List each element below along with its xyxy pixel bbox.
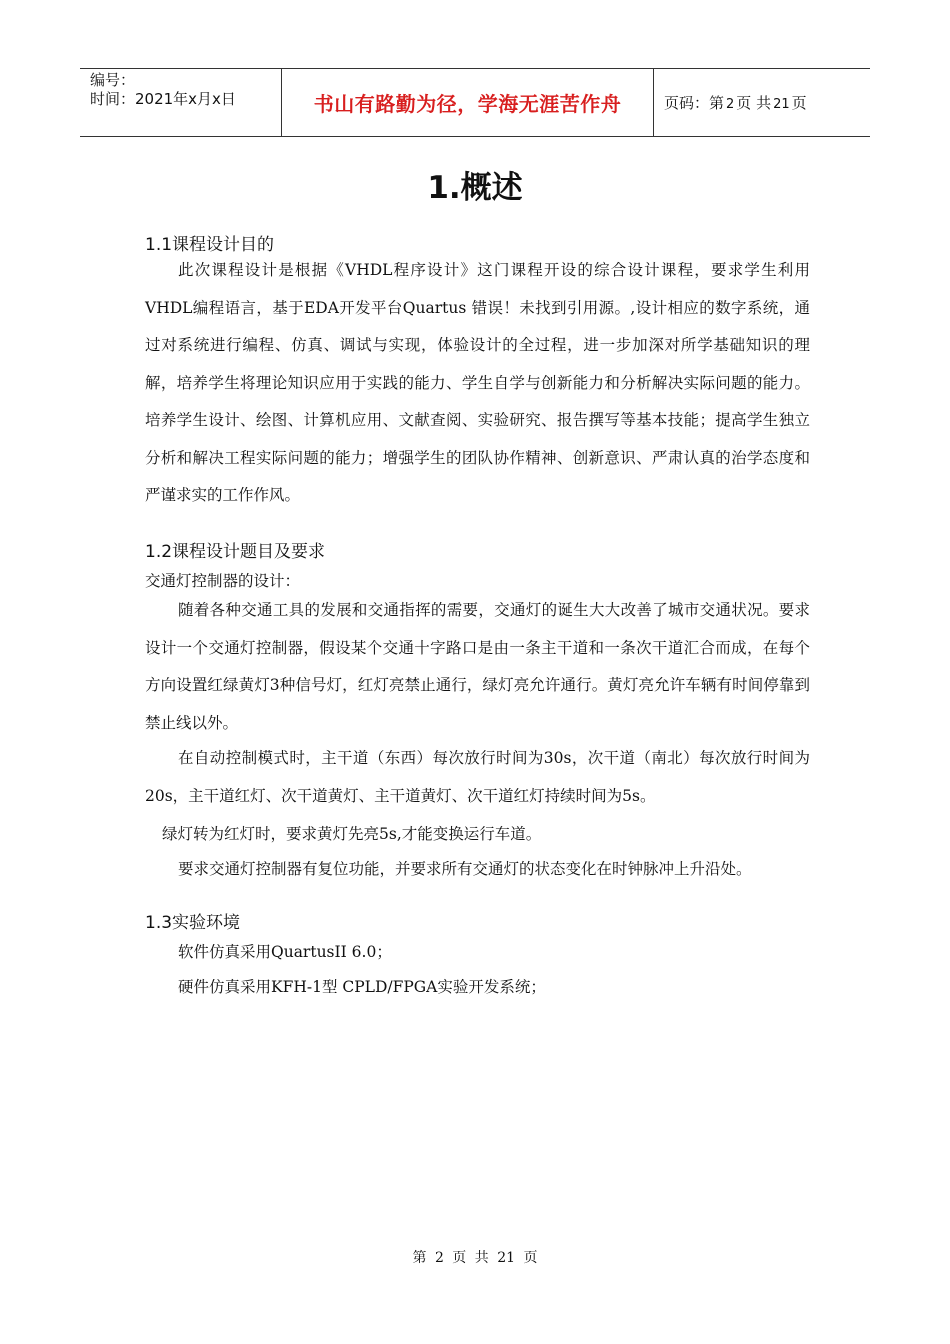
header-motto: 书山有路勤为径，学海无涯苦作舟 (313, 92, 622, 116)
page-title: 1.概述 (427, 170, 523, 206)
section-2-subtitle: 交通灯控制器的设计： (145, 572, 301, 590)
section-3-line-2: 硬件仿真采用KFH-1型 CPLD/FPGA实验开发系统； (178, 978, 546, 996)
section-2-paragraph-1: 随着各种交通工具的发展和交通指挥的需要，交通灯的诞生大大改善了城市交通状况。要求设计一个交通灯控制器，假设某个交通十字路口是由一条主干道和一条次干道汇合而成，在每个方向设置红绿黄灯3种信号灯，红灯亮禁止通行，绿灯亮允许通行。黄灯亮允许车辆有时间停靠到禁止线以外。 (145, 601, 810, 732)
header-info-cell (80, 69, 282, 136)
header-motto-cell (282, 69, 654, 136)
page-mid: 页 共 (736, 94, 772, 112)
section-2-heading: 1.2课程设计题目及要求 (145, 542, 326, 562)
header-page-number (664, 92, 870, 113)
section-3-line-1: 软件仿真采用QuartusII 6.0； (178, 943, 392, 961)
section-2-line-4: 要求交通灯控制器有复位功能，并要求所有交通灯的状态变化在时钟脉冲上升沿处。 (178, 860, 752, 878)
section-2-paragraph-2: 在自动控制模式时，主干道（东西）每次放行时间为30s，次干道（南北）每次放行时间为20s，主干道红灯、次干道黄灯、主干道黄灯、次干道红灯持续时间为5s。 (145, 749, 810, 805)
page-current: 2 (726, 97, 735, 112)
section-1-heading: 1.1课程设计目的 (145, 235, 275, 255)
page-footer: 第 2 页 共 21 页 (412, 1250, 538, 1266)
section-3-heading: 1.3实验环境 (145, 913, 241, 933)
document-time-label: 时间：2021年x月x日 (90, 90, 236, 108)
section-2-line-3: 绿灯转为红灯时，要求黄灯先亮5s,才能变换运行车道。 (162, 825, 542, 843)
page-total: 21 (773, 97, 790, 112)
page-suffix: 页 (791, 94, 807, 112)
section-1-paragraph: 此次课程设计是根据《VHDL程序设计》这门课程开设的综合设计课程，要求学生利用VHDL编程语言，基于EDA开发平台Quartus 错误！未找到引用源。,设计相应的数字系统，通过对系统进行编程、仿真、调试与实现，体验设计的全过程，进一步加深对所学基础知识的理解，培养学生将理论知识应用于实践的能力、学生自学与创新能力和分析解决实际问题的能力。培养学生设计、绘图、计算机应用、文献查阅、实验研究、报告撰写等基本技能；提高学生独立分析和解决工程实际问题的能力；增强学生的团队协作精神、创新意识、严肃认真的治学态度和严谨求实的工作作风。 (145, 261, 810, 504)
page-prefix: 页码：第 (664, 94, 725, 112)
header-page-cell (654, 69, 870, 136)
document-number-label: 编号： (90, 71, 136, 89)
page-header (80, 68, 870, 137)
